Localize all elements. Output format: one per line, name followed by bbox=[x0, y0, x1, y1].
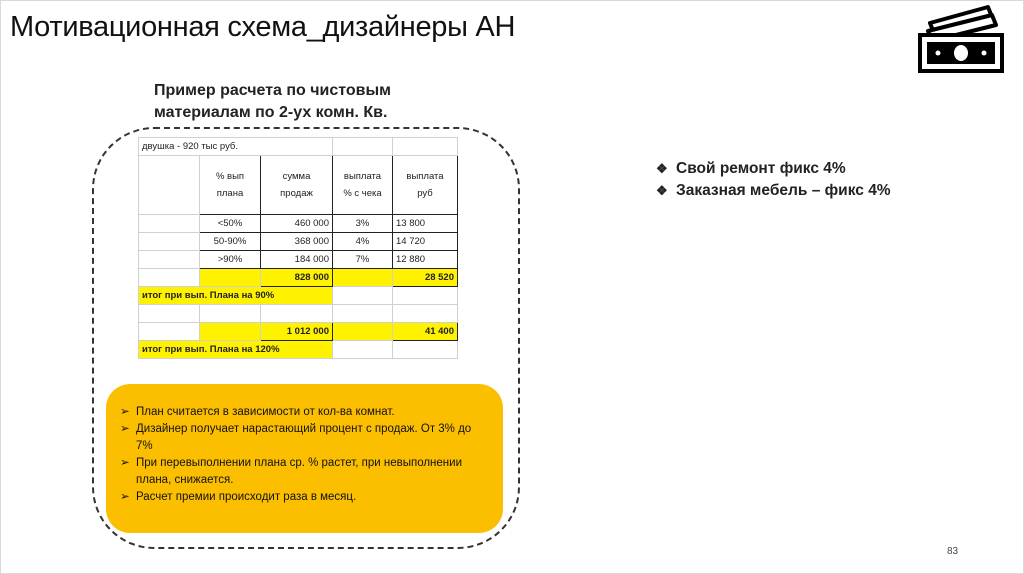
list-item: ➢ Дизайнер получает нарастающий процент с продаж. От 3% до 7% bbox=[120, 423, 472, 452]
money-bills-icon bbox=[916, 3, 1006, 75]
list-item: ❖ Заказная мебель – фикс 4% bbox=[656, 180, 891, 202]
diamond-bullet-icon: ❖ bbox=[656, 183, 668, 198]
total-120-label: итог при вып. Плана на 120% bbox=[139, 341, 333, 359]
calculation-table bbox=[138, 137, 457, 359]
page-number: 83 bbox=[947, 546, 959, 557]
slide-title: Мотивационная схема_дизайнеры АН bbox=[10, 11, 516, 43]
table-caption: двушка - 920 тыс руб. bbox=[139, 138, 333, 156]
header-pct: выплата % с чека bbox=[333, 156, 393, 215]
total-120-sum: 1 012 000 bbox=[261, 323, 333, 341]
total-90-label: итог при вып. Плана на 90% bbox=[139, 287, 333, 305]
header-plan: % вып плана bbox=[200, 156, 261, 215]
arrow-bullet-icon: ➢ bbox=[120, 423, 130, 435]
arrow-bullet-icon: ➢ bbox=[120, 406, 130, 418]
diamond-bullet-icon: ❖ bbox=[656, 161, 668, 176]
list-item: ➢ План считается в зависимости от кол-ва комнат. bbox=[120, 404, 487, 421]
table-row: 50-90% 368 000 4% 14 720 bbox=[139, 233, 458, 251]
total-90-pay: 28 520 bbox=[393, 269, 458, 287]
header-pay: выплата руб bbox=[393, 156, 458, 215]
example-heading-line-2: материалам по 2-ух комн. Кв. bbox=[154, 104, 388, 121]
total-120-pay: 41 400 bbox=[393, 323, 458, 341]
commission-list bbox=[656, 158, 891, 202]
example-heading bbox=[154, 80, 474, 124]
table-row: >90% 184 000 7% 12 880 bbox=[139, 251, 458, 269]
notes-list bbox=[106, 384, 503, 506]
total-90-sum: 828 000 bbox=[261, 269, 333, 287]
table-row: <50% 460 000 3% 13 800 bbox=[139, 215, 458, 233]
list-item: ❖ Свой ремонт фикс 4% bbox=[656, 158, 891, 180]
list-item: ➢ При перевыполнении плана ср. % растет, при невыполнении плана, снижается. bbox=[120, 457, 462, 486]
total-row-120 bbox=[139, 323, 458, 341]
list-item: ➢ Расчет премии происходит раза в месяц. bbox=[120, 489, 487, 506]
arrow-bullet-icon: ➢ bbox=[120, 491, 130, 503]
total-row-90 bbox=[139, 269, 458, 287]
header-sum: сумма продаж bbox=[261, 156, 333, 215]
notes-box bbox=[106, 384, 503, 533]
example-heading-line-1: Пример расчета по чистовым bbox=[154, 82, 392, 99]
arrow-bullet-icon: ➢ bbox=[120, 457, 130, 469]
